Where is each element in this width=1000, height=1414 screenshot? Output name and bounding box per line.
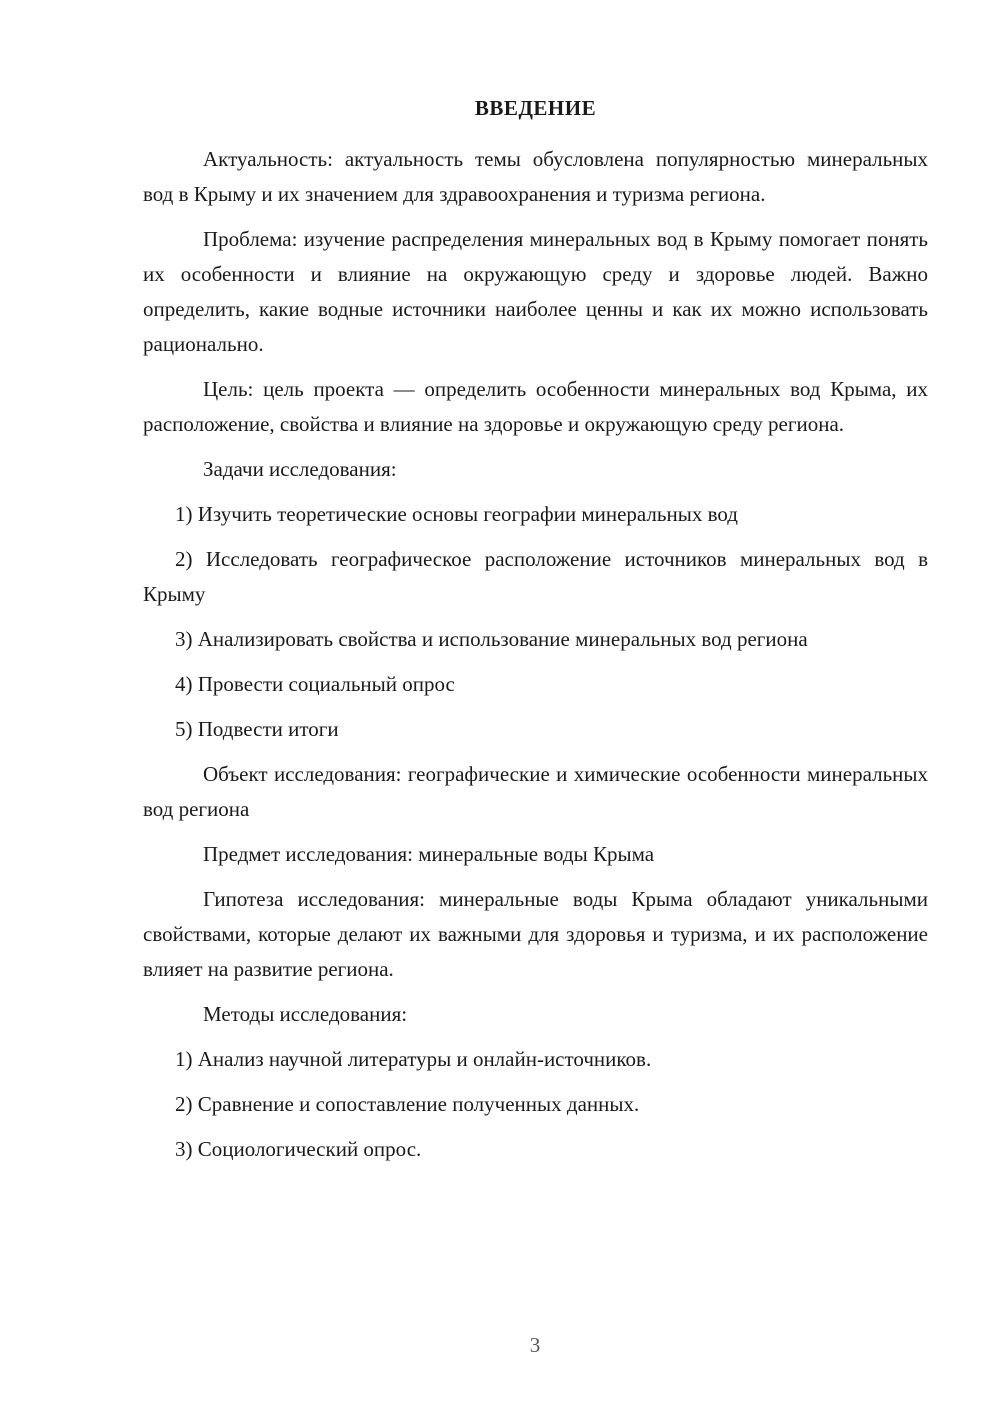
- tasks-heading: Задачи исследования:: [203, 457, 397, 481]
- object-paragraph: Объект исследования: географические и химические особенности минеральных вод региона: [143, 762, 928, 821]
- relevance-paragraph: Актуальность: актуальность темы обусловлена популярностью минеральных вод в Крыму и их значением для здравоохранения и туризма региона.: [143, 147, 928, 206]
- method-item-1: 1) Анализ научной литературы и онлайн-источников.: [175, 1047, 652, 1071]
- section-title: ВВЕДЕНИЕ: [474, 96, 597, 120]
- hypothesis-paragraph: Гипотеза исследования: минеральные воды Крыма обладают уникальными свойствами, которые делают их важными для здоровья и туризма, и их расположение влияет на развитие региона.: [143, 887, 928, 981]
- task-item-1: 1) Изучить теоретические основы географии минеральных вод: [175, 502, 738, 526]
- method-item-3: 3) Социологический опрос.: [175, 1137, 422, 1161]
- methods-heading: Методы исследования:: [203, 1002, 408, 1026]
- task-item-2: 2) Исследовать географическое расположение источников минеральных вод в Крыму: [143, 547, 928, 606]
- problem-paragraph: Проблема: изучение распределения минеральных вод в Крыму помогает понять их особенности и влияние на окружающую среду и здоровье людей. Важно определить, какие водные источники наиболее ценны и как их можно использовать рационально.: [143, 227, 928, 356]
- task-item-4: 4) Провести социальный опрос: [175, 672, 455, 696]
- document-body: [143, 142, 928, 1177]
- method-item-2: 2) Сравнение и сопоставление полученных данных.: [175, 1092, 640, 1116]
- task-item-5: 5) Подвести итоги: [175, 717, 339, 741]
- page-number: 3: [529, 1333, 541, 1357]
- task-item-3: 3) Анализировать свойства и использование минеральных вод региона: [175, 627, 808, 651]
- subject-paragraph: Предмет исследования: минеральные воды Крыма: [203, 842, 655, 866]
- goal-paragraph: Цель: цель проекта — определить особенности минеральных вод Крыма, их расположение, свойства и влияние на здоровье и окружающую среду региона.: [143, 377, 928, 436]
